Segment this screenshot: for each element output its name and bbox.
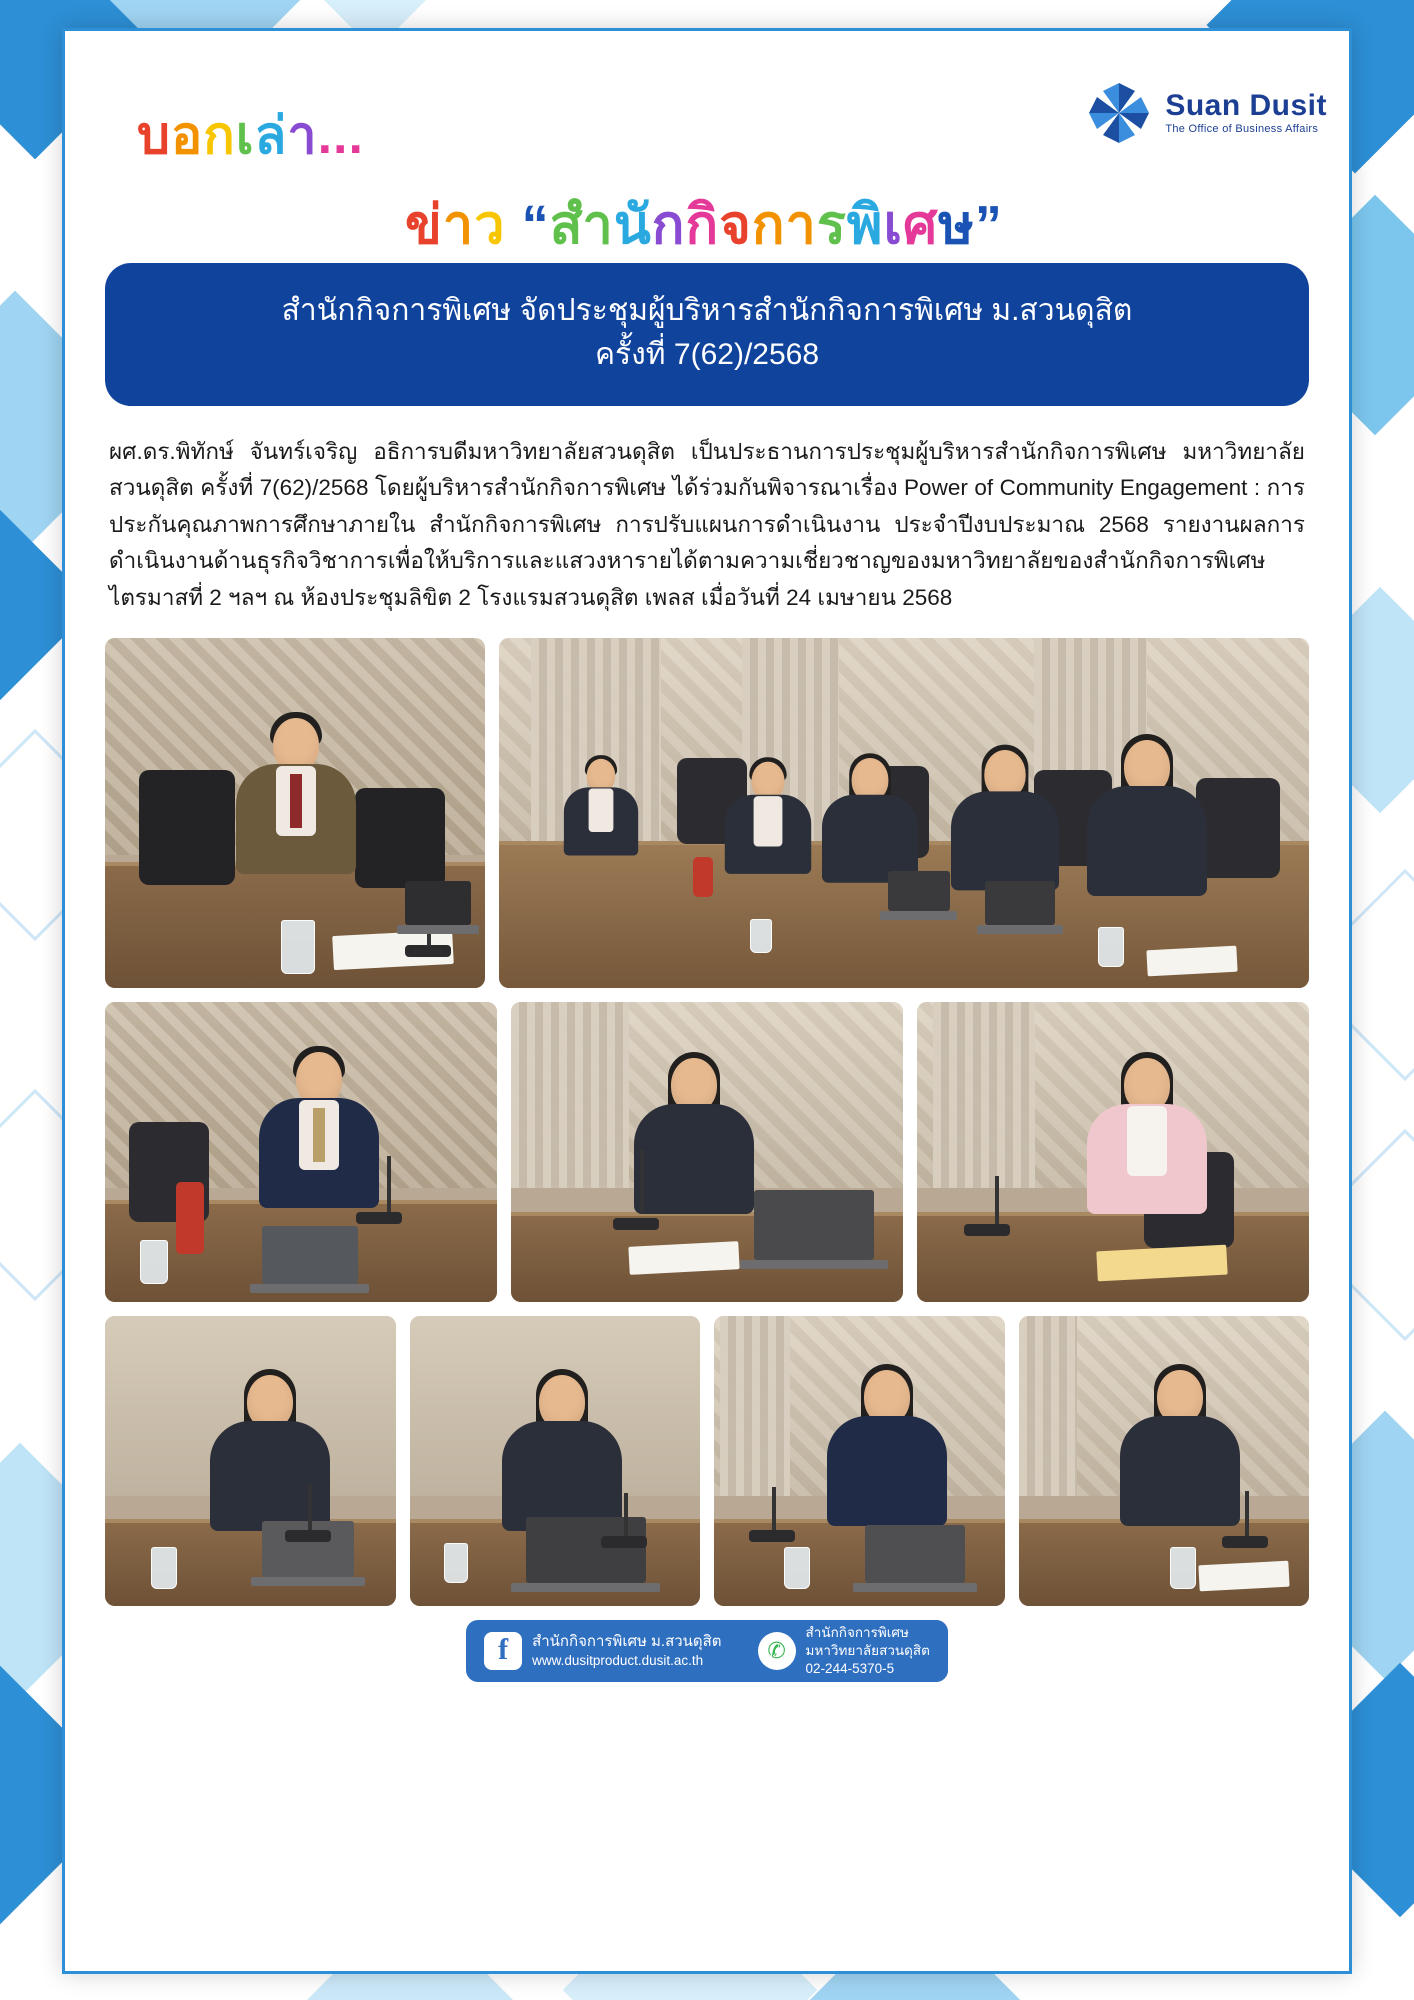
article-body: ผศ.ดร.พิทักษ์ จันทร์เจริญ อธิการบดีมหาวิทยาลัยสวนดุสิต เป็นประธานการประชุมผู้บริหารสำนักกิจการพิเศษ มหาวิทยาลัยสวนดุสิต ครั้งที่ 7(62)/2568 โดยผู้บริหารสำนักกิจการพิเศษ ได้ร่วมกันพิจารณาเรื่อง Power of Community Engagement : การประกันคุณภาพการศึกษาภายใน สำนักกิจการพิเศษ การปรับแผนการดำเนินงาน ประจำปีงบประมาณ 2568 รายงานผลการดำเนินงานด้านธุรกิจวิชาการเพื่อให้บริการและแสวงหารายได้ตามความเชี่ยวชาญของมหาวิทยาลัยของสำนักกิจการพิเศษ ไตรมาสที่ 2 ฯลฯ ณ ห้องประชุมลิขิต 2 โรงแรมสวนดุสิต เพลส เมื่อวันที่ 24 เมษายน 2568: [109, 439, 1305, 610]
headline-line-2: ข่าว “สำนักกิจการพิเศษ”: [405, 195, 1003, 255]
line-phone: 02-244-5370-5: [805, 1661, 895, 1677]
line-name-2: มหาวิทยาลัยสวนดุสิต: [805, 1643, 930, 1659]
photo-row: [105, 1002, 1309, 1302]
poster-header: [65, 31, 1349, 263]
title-line-1: สำนักกิจการพิเศษ จัดประชุมผู้บริหารสำนักกิจการพิเศษ ม.สวนดุสิต: [281, 294, 1133, 327]
photo-chairman: [105, 638, 485, 988]
title-line-2: ครั้งที่ 7(62)/2568: [594, 337, 820, 371]
photo-participant-4: [1019, 1316, 1310, 1606]
photo-row: [105, 638, 1309, 988]
photo-participant-3: [714, 1316, 1005, 1606]
photo-executive-writing: [511, 1002, 903, 1302]
facebook-page-name: สำนักกิจการพิเศษ ม.สวนดุสิต: [532, 1632, 722, 1650]
brand-logo: [1085, 79, 1327, 147]
brand-logo-text: [1165, 90, 1327, 136]
photo-meeting-wide: [499, 638, 1309, 988]
title-banner: [105, 263, 1309, 406]
contact-footer: [105, 1620, 1309, 1682]
line-call-icon: ✆: [758, 1632, 796, 1670]
photo-participant-2: [410, 1316, 701, 1606]
facebook-contact[interactable]: [466, 1620, 739, 1682]
brand-name: Suan Dusit: [1165, 88, 1327, 122]
photo-executive-pink: [917, 1002, 1309, 1302]
line-contact[interactable]: [740, 1620, 948, 1682]
headline-line-1: บอกเล่า...: [137, 107, 364, 165]
contact-bar: [466, 1620, 948, 1682]
brand-tagline: The Office of Business Affairs: [1165, 123, 1319, 136]
facebook-text: [532, 1632, 721, 1670]
poster-page: [62, 28, 1352, 1974]
photo-participant-1: [105, 1316, 396, 1606]
line-name-1: สำนักกิจการพิเศษ: [805, 1624, 909, 1640]
photo-gallery: [105, 638, 1309, 1606]
photo-row: [105, 1316, 1309, 1606]
photo-executive-male: [105, 1002, 497, 1302]
facebook-url: www.dusitproduct.dusit.ac.th: [532, 1653, 704, 1669]
line-text: [806, 1624, 930, 1679]
facebook-icon: f: [484, 1632, 522, 1670]
pinwheel-logo-icon: [1085, 79, 1153, 147]
